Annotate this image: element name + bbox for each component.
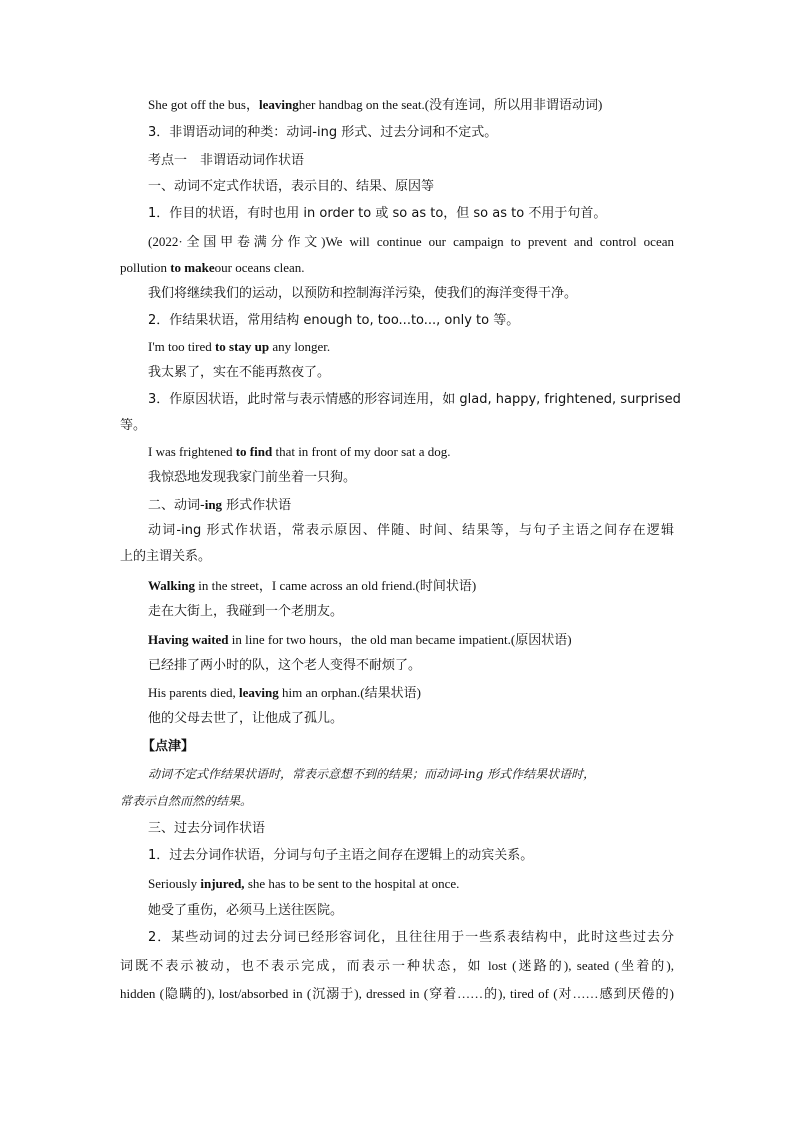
text-line: She got off the bus，leavingher handbag on the seat.(没有连词，所以用非谓语动词) — [148, 97, 603, 112]
subsection-heading: 一、动词不定式作状语，表示目的、结果、原因等 — [148, 179, 435, 194]
subsection-heading: 三、过去分词作状语 — [148, 821, 266, 836]
subsection-heading: 二、动词-ing 形式作状语 — [148, 497, 292, 513]
text-line: 3．非谓语动词的种类：动词-ing 形式、过去分词和不定式。 — [148, 125, 498, 140]
text-line: hidden (隐瞒的), lost/absorbed in (沉溺于), dressed in (穿着……的), tired of (对……感到厌倦的) — [120, 986, 674, 1001]
section-heading: 考点一 非谓语动词作状语 — [148, 153, 305, 168]
text-line: pollution to makeour oceans clean. — [120, 260, 305, 275]
text-line: 等。 — [120, 418, 147, 433]
text-line: 2．作结果状语，常用结构 enough to, too...to..., only to 等。 — [148, 313, 520, 328]
text-line: I'm too tired to stay up any longer. — [148, 339, 331, 354]
note-text: 动词不定式作结果状语时，常表示意想不到的结果；而动词-ing 形式作结果状语时， — [148, 767, 596, 781]
text-line: His parents died, leaving him an orphan.(结果状语) — [148, 685, 421, 700]
text-line: 3．作原因状语，此时常与表示情感的形容词连用，如 glad, happy, frightened, surprised — [148, 392, 681, 407]
text-line: Seriously injured, she has to be sent to the hospital at once. — [148, 876, 460, 891]
text-line: 已经排了两小时的队，这个老人变得不耐烦了。 — [148, 658, 422, 673]
text-line: I was frightened to find that in front of my door sat a dog. — [148, 444, 451, 459]
text-line: Walking in the street，I came across an old friend.(时间状语) — [148, 578, 477, 593]
text-line: 词既不表示被动，也不表示完成，而表示一种状态，如 lost (迷路的), seated (坐着的), — [120, 958, 674, 973]
note-heading: 【点津】 — [142, 739, 195, 754]
text-line: 我惊恐地发现我家门前坐着一只狗。 — [148, 470, 357, 485]
note-text: 常表示自然而然的结果。 — [120, 794, 253, 808]
text-line: 走在大街上，我碰到一个老朋友。 — [148, 604, 344, 619]
text-line: 2．某些动词的过去分词已经形容词化，且往往用于一些系表结构中，此时这些过去分 — [148, 930, 674, 945]
text-line: 上的主谓关系。 — [120, 549, 212, 564]
text-line: 他的父母去世了，让他成了孤儿。 — [148, 711, 344, 726]
text-line: (2022·全国甲卷满分作文)We will continue our campaign to prevent and control ocean — [148, 234, 674, 249]
text-line: Having waited in line for two hours，the old man became impatient.(原因状语) — [148, 632, 572, 647]
text-line: 1．过去分词作状语，分词与句子主语之间存在逻辑上的动宾关系。 — [148, 848, 534, 863]
text-line: 1．作目的状语，有时也用 in order to 或 so as to，但 so as to 不用于句首。 — [148, 206, 607, 221]
text-line: 我们将继续我们的运动，以预防和控制海洋污染，使我们的海洋变得干净。 — [148, 286, 578, 301]
text-line: 我太累了，实在不能再熬夜了。 — [148, 365, 331, 380]
text-line: 动词-ing 形式作状语，常表示原因、伴随、时间、结果等，与句子主语之间存在逻辑 — [148, 523, 674, 538]
text-line: 她受了重伤，必须马上送往医院。 — [148, 903, 344, 918]
